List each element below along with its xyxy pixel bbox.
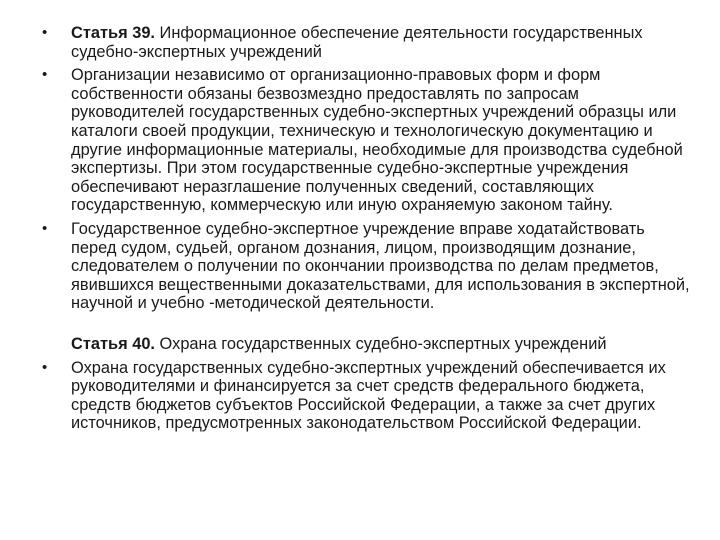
- bullet-icon: •: [42, 24, 48, 41]
- article-40-number: Статья 40.: [71, 334, 155, 353]
- article-40-title: [71, 335, 690, 354]
- article-40-heading-item: [0, 335, 690, 354]
- paragraph-petition-text: Государственное судебно-экспертное учреждение вправе ходатайствовать перед судом, судьей, органом дознания, лицом, производящим дознание, следователем о получении по окончании производства по делам предметов, явившихся вещественными доказательствами, для использования в экспертной, научной и учебно -методической деятельности.: [71, 219, 690, 313]
- paragraph-organizations-text: Организации независимо от организационно-правовых форм и форм собственности обязаны безвозмездно предоставлять по запросам руководителей государственных судебно-экспертных учреждений образцы или каталоги своей продукции, техническую и технологическую документацию и другие информационные материалы, необходимые для производства судебной экспертизы. При этом государственные судебно-экспертные учреждения обеспечивают неразглашение полученных сведений, составляющих государственную, коммерческую или иную охраняемую законом тайну.: [71, 66, 683, 215]
- paragraph-organizations: [0, 66, 690, 215]
- article-39-heading-item: [0, 24, 690, 61]
- article-39-subject: Информационное обеспечение деятельности государственных судебно-экспертных учреждений: [71, 24, 643, 61]
- bullet-icon: •: [42, 66, 48, 84]
- bullet-icon: •: [42, 358, 48, 376]
- article-39-number: Статья 39.: [71, 24, 155, 42]
- article-39-title: [71, 24, 690, 61]
- paragraph-petition: [0, 220, 690, 313]
- paragraph-protection-text: Охрана государственных судебно-экспертных учреждений обеспечивается их руководителями и финансируется за счет средств федерального бюджета, средств бюджетов субъектов Российской Федерации, а также за счет других источников, предусмотренных законодательством Российской Федерации.: [71, 358, 666, 433]
- article-40-subject: Охрана государственных судебно-экспертных учреждений: [155, 334, 607, 353]
- paragraph-protection: [0, 359, 690, 433]
- spacer: [0, 313, 690, 335]
- bullet-icon: •: [42, 219, 48, 237]
